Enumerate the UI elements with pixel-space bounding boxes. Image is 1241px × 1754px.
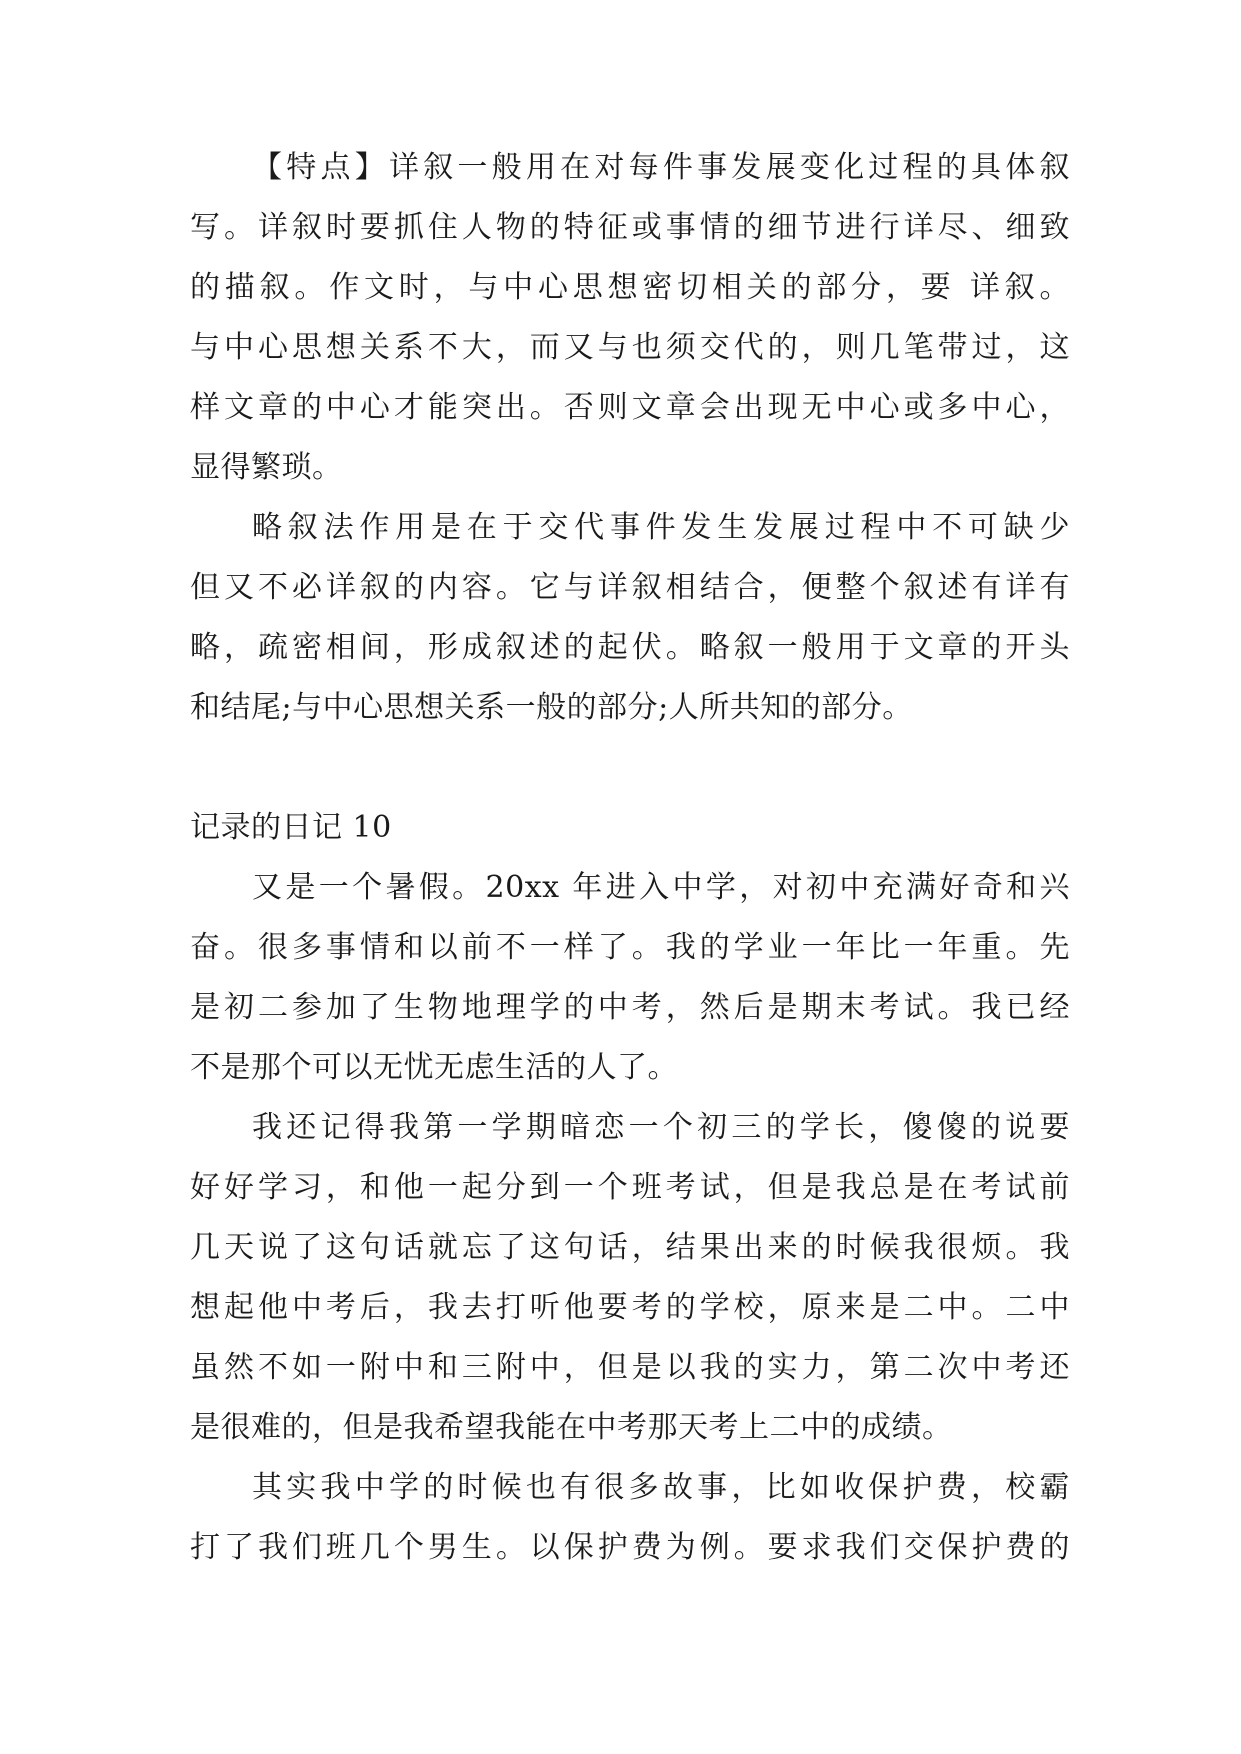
paragraph-3-line-1: 又是一个暑假。20xx 年进入中学，对初中充满好奇和兴 xyxy=(252,870,1070,905)
paragraph-4-line-2: 好好学习，和他一起分到一个班考试，但是我总是在考试前 xyxy=(190,1170,1070,1205)
paragraph-4-line-6: 是很难的，但是我希望我能在中考那天考上二中的成绩。 xyxy=(190,1410,953,1445)
paragraph-2-line-2: 但又不必详叙的内容。它与详叙相结合，便整个叙述有详有 xyxy=(190,570,1070,605)
paragraph-1-line-3: 的描叙。作文时，与中心思想密切相关的部分，要 详叙。 xyxy=(190,270,1070,305)
paragraph-1-line-5: 样文章的中心才能突出。否则文章会出现无中心或多中心， xyxy=(190,390,1070,425)
paragraph-1-line-2: 写。详叙时要抓住人物的特征或事情的细节进行详尽、细致 xyxy=(190,210,1070,245)
paragraph-3-line-2: 奋。很多事情和以前不一样了。我的学业一年比一年重。先 xyxy=(190,930,1070,965)
paragraph-2-line-4: 和结尾;与中心思想关系一般的部分;人所共知的部分。 xyxy=(190,690,913,725)
paragraph-1-line-6: 显得繁琐。 xyxy=(190,450,343,485)
paragraph-5-line-1: 其实我中学的时候也有很多故事，比如收保护费，校霸 xyxy=(252,1470,1070,1505)
paragraph-5-line-2: 打了我们班几个男生。以保护费为例。要求我们交保护费的 xyxy=(190,1530,1070,1565)
paragraph-4-line-1: 我还记得我第一学期暗恋一个初三的学长，傻傻的说要 xyxy=(252,1110,1070,1145)
paragraph-2-line-1: 略叙法作用是在于交代事件发生发展过程中不可缺少 xyxy=(252,510,1070,545)
paragraph-4-line-3: 几天说了这句话就忘了这句话，结果出来的时候我很烦。我 xyxy=(190,1230,1070,1265)
section-title: 记录的日记 10 xyxy=(190,810,392,845)
paragraph-3-line-4: 不是那个可以无忧无虑生活的人了。 xyxy=(190,1050,678,1085)
paragraph-4-line-4: 想起他中考后，我去打听他要考的学校，原来是二中。二中 xyxy=(190,1290,1070,1325)
paragraph-4-line-5: 虽然不如一附中和三附中，但是以我的实力，第二次中考还 xyxy=(190,1350,1070,1385)
paragraph-3-line-3: 是初二参加了生物地理学的中考，然后是期末考试。我已经 xyxy=(190,990,1070,1025)
paragraph-1-line-1: 【特点】详叙一般用在对每件事发展变化过程的具体叙 xyxy=(252,150,1070,185)
paragraph-2-line-3: 略，疏密相间，形成叙述的起伏。略叙一般用于文章的开头 xyxy=(190,630,1070,665)
paragraph-1-line-4: 与中心思想关系不大，而又与也须交代的，则几笔带过，这 xyxy=(190,330,1070,365)
